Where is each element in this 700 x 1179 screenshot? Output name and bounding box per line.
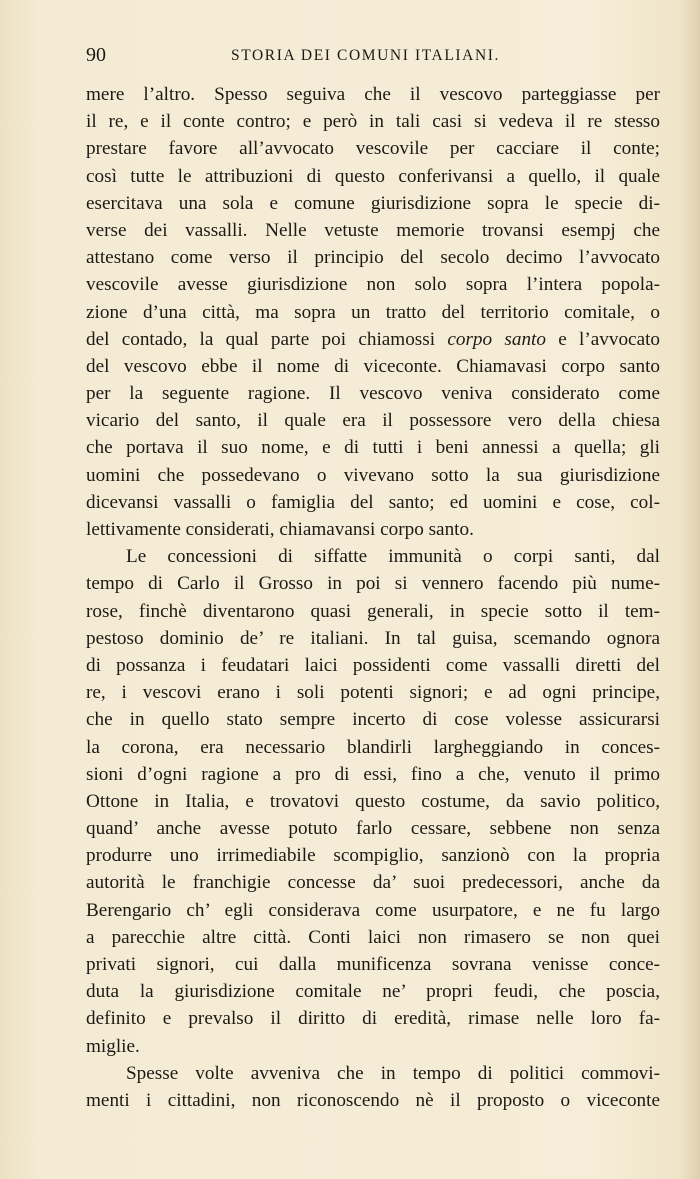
text-line: verse dei vassalli. Nelle vetuste memorie trovansi esempj che (86, 219, 660, 241)
text-line: Ottone in Italia, e trovatovi questo costume, da savio politico, (86, 790, 660, 812)
text-line: re, i vescovi erano i soli potenti signori; e ad ogni principe, (86, 682, 660, 704)
text-line: mere l’altro. Spesso seguiva che il vescovo parteggiasse per (86, 84, 660, 105)
text-line: Berengario ch’ egli considerava come usurpatore, e ne fu largo (86, 899, 660, 921)
text-line: vicario del santo, il quale era il possessore vero della chiesa (86, 410, 660, 432)
text-line: che portava il suo nome, e di tutti i beni annessi a quella; gli (86, 437, 660, 459)
text-line: sioni d’ogni ragione a pro di essi, fino a che, venuto il primo (86, 763, 660, 785)
text-line: privati signori, cui dalla munificenza sovrana venisse conce- (86, 954, 660, 975)
text-line: lettivamente considerati, chiamavansi corpo santo. (86, 519, 474, 540)
text-run: del contado, la qual parte poi chiamossi (86, 328, 448, 350)
text-line: vescovile avesse giurisdizione non solo sopra l’intera popola- (86, 274, 660, 296)
page-number: 90 (86, 44, 106, 66)
text-run: e l’avvocato (545, 328, 660, 350)
text-line: uomini che possedevano o vivevano sotto la sua giurisdizione (86, 464, 660, 486)
text-line: Spesse volte avveniva che in tempo di politici commovi- (126, 1062, 660, 1084)
text-line: definito e prevalso il diritto di eredità, rimase nelle loro fa- (86, 1008, 660, 1030)
text-line: produrre uno irrimediabile scompiglio, sanzionò con la propria (86, 845, 660, 867)
text-line: quand’ anche avesse potuto farlo cessare, sebbene non senza (86, 818, 660, 840)
text-line: così tutte le attribuzioni di questo conferivansi a quello, il quale (86, 165, 660, 187)
text-line: menti i cittadini, non riconoscendo nè il proposto o viceconte (86, 1089, 660, 1111)
text-line: miglie. (86, 1035, 140, 1057)
text-line: a parecchie altre città. Conti laici non rimasero se non quei (86, 926, 660, 948)
text-line: prestare favore all’avvocato vescovile per cacciare il conte; (86, 138, 660, 160)
text-line: di possanza i feudatari laici possidenti come vassalli diretti del (86, 654, 660, 676)
text-line: zione d’una città, ma sopra un tratto del territorio comitale, o (86, 301, 660, 323)
text-line: che in quello stato sempre incerto di cose volesse assicurarsi (86, 709, 660, 731)
text-line: la corona, era necessario blandirli largheggiando in conces- (86, 736, 660, 758)
text-line: attestano come verso il principio del secolo decimo l’avvocato (86, 247, 660, 269)
text-line: esercitava una sola e comune giurisdizione sopra le specie di- (86, 192, 660, 214)
body-text (86, 81, 660, 1114)
page-header (86, 44, 664, 72)
text-line (86, 326, 660, 353)
text-line: rose, finchè diventarono quasi generali, in specie sotto il tem- (86, 600, 660, 622)
text-line: pestoso dominio de’ re italiani. In tal guisa, scemando ognora (86, 627, 660, 649)
text-line: il re, e il conte contro; e però in tali casi si vedeva il re stesso (86, 111, 660, 133)
italic-term: corpo santo (447, 328, 546, 350)
text-line: per la seguente ragione. Il vescovo veniva considerato come (86, 383, 660, 405)
text-line: del vescovo ebbe il nome di viceconte. Chiamavasi corpo santo (86, 355, 660, 377)
running-title: STORIA DEI COMUNI ITALIANI. (231, 47, 500, 64)
text-line: tempo di Carlo il Grosso in poi si vennero facendo più nume- (86, 573, 660, 595)
text-line: duta la giurisdizione comitale ne’ propri feudi, che poscia, (86, 981, 660, 1003)
text-line: autorità le franchigie concesse da’ suoi predecessori, anche da (86, 872, 660, 894)
text-line: dicevansi vassalli o famiglia del santo; ed uomini e cose, col- (86, 491, 660, 513)
text-line: Le concessioni di siffatte immunità o corpi santi, dal (126, 546, 660, 568)
